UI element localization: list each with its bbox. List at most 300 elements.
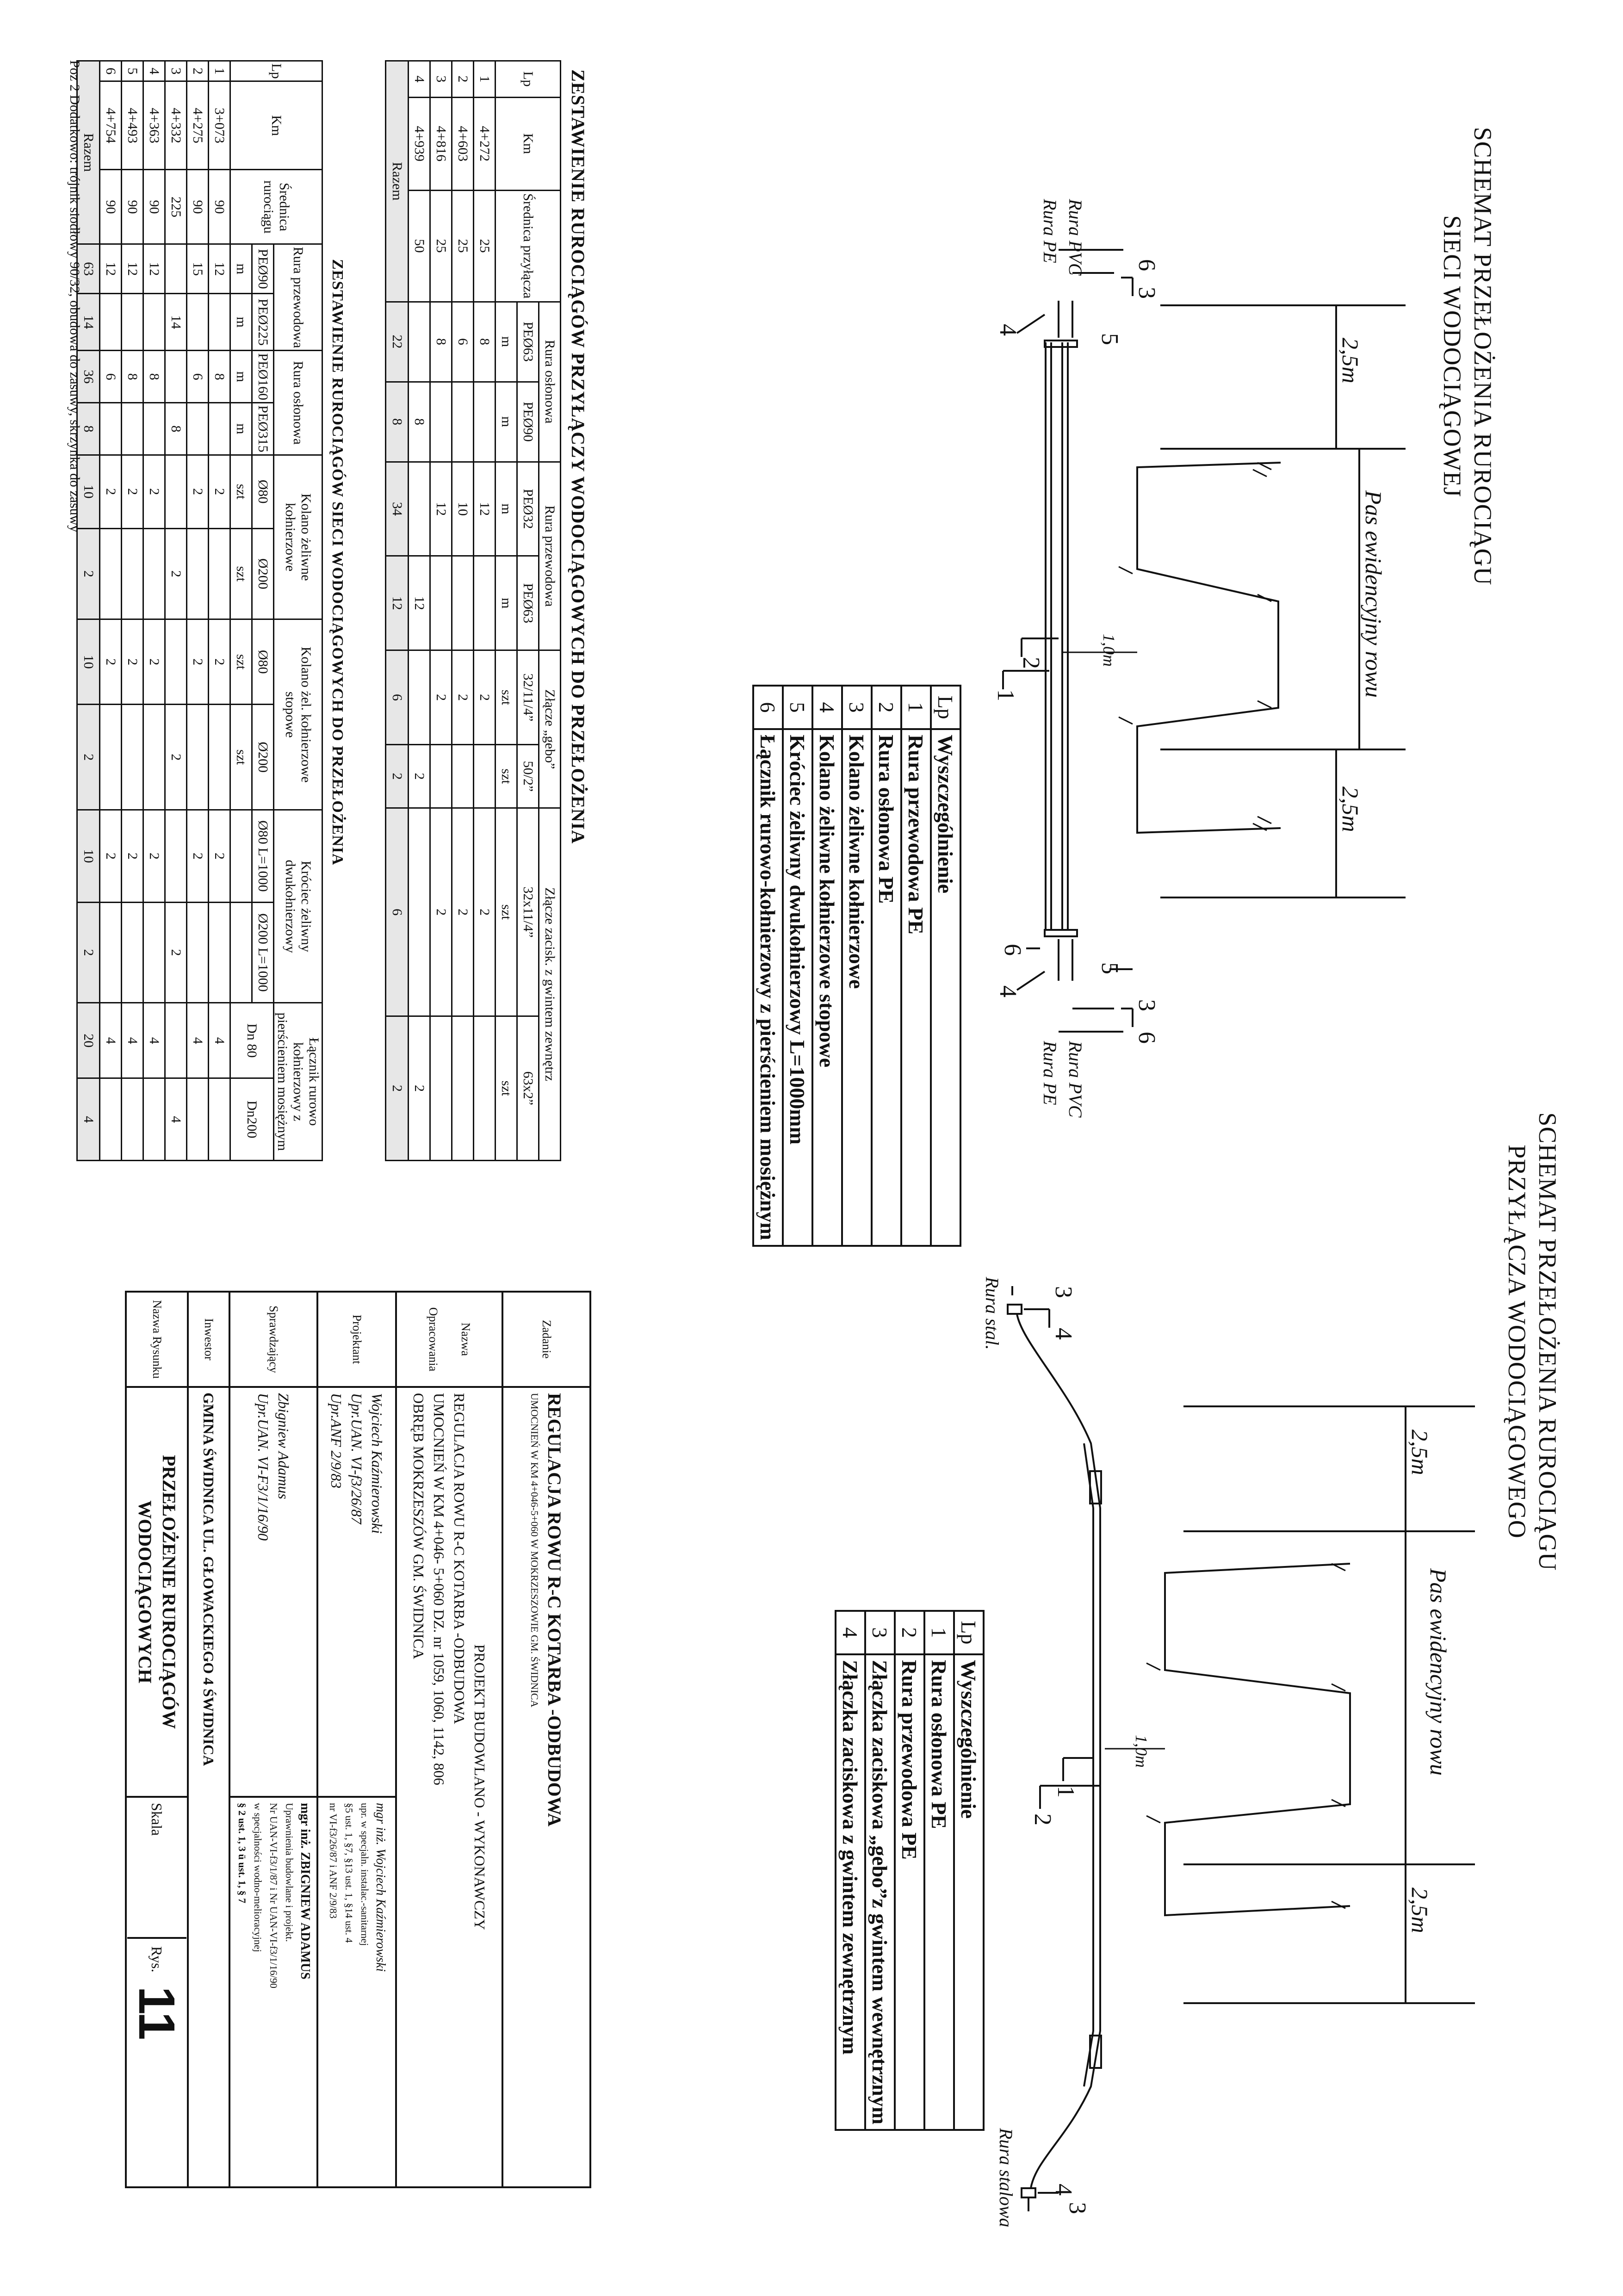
cell: 14	[77, 294, 100, 351]
cell: 2	[165, 705, 187, 810]
cell	[430, 382, 452, 462]
right-schema-drawing	[952, 1157, 1623, 2295]
cell: 4	[143, 1003, 165, 1078]
cell: 4+939	[409, 97, 430, 190]
cell: 2	[409, 744, 430, 808]
tb-opr-line: OBRĘB MOKRZESZÓW GM. ŚWIDNICA	[410, 1393, 427, 1659]
cell: 25	[474, 190, 496, 302]
unit: m	[230, 294, 252, 351]
table-row	[430, 61, 452, 1161]
stamp-line: mgr inż. ZBIGNIEW ADAMUS	[298, 1803, 312, 1980]
unit: m	[496, 302, 517, 382]
cell: 10	[77, 810, 100, 903]
unit: szt	[496, 744, 517, 808]
legend-head-desc: Wyszczególnienie	[954, 1654, 984, 2130]
tb-label-inwestor: Inwestor	[188, 1292, 229, 1387]
stamp-line: upr. w specjaln. instalac.-sanitarnej	[359, 1803, 371, 1946]
tb-projektant	[317, 1387, 396, 1797]
left-schema-drawing	[929, 0, 1623, 1157]
cell	[165, 244, 187, 294]
tb-label-rysunek: Nazwa Rysunku	[126, 1292, 188, 1387]
cell: 8	[209, 351, 230, 403]
cell	[452, 744, 474, 808]
tb-label-projektant: Projektant	[317, 1292, 396, 1387]
legend-lp: 4	[812, 686, 842, 729]
tb-skala-rys	[126, 1797, 188, 2187]
cell	[143, 294, 165, 351]
cell	[122, 902, 143, 1003]
table-row	[409, 61, 430, 1161]
table2-head-row1	[274, 61, 322, 1161]
unit: szt	[230, 528, 252, 619]
left-pipe-label-pe: Rura PE	[1040, 199, 1060, 263]
tb-proj-line: Wojciech Kaźmierowski	[369, 1393, 385, 1534]
cell: 4+603	[452, 97, 474, 190]
cell: 2	[77, 902, 100, 1003]
stamp-line: §5 ust. 1, §7, §13 ust. 1, §14 ust. 4	[343, 1803, 355, 1943]
table-row	[753, 686, 783, 1246]
right-callout-3: 3	[1050, 1286, 1077, 1298]
subcol: PEØ90	[517, 382, 539, 462]
table-row	[100, 61, 122, 1161]
legend-lp: 5	[783, 686, 812, 729]
legend-desc: Łącznik rurowo-kołnierzowy z pierścieniem mosiężnym	[753, 729, 783, 1246]
left-dim-right: 2,5m	[1338, 786, 1363, 832]
legend-head-lp: Lp	[931, 686, 960, 729]
cell	[474, 744, 496, 808]
cell	[452, 382, 474, 462]
left-callout-1: 1	[992, 689, 1019, 701]
cell: 4	[143, 61, 165, 81]
cell	[209, 528, 230, 619]
cell: 5	[122, 61, 143, 81]
cell	[187, 1078, 209, 1161]
cell: 2	[187, 619, 209, 705]
table2-title: ZESTAWIENIE RUROCIĄGÓW SIECI WODOCIĄGOWYCH DO PRZEŁOŻENIA	[329, 259, 346, 866]
cell: 10	[77, 619, 100, 705]
cell: 2	[122, 619, 143, 705]
table-row	[122, 61, 143, 1161]
unit	[230, 902, 252, 1003]
table-row	[872, 686, 901, 1246]
table-row	[924, 1611, 954, 2130]
right-legend-table	[835, 1610, 985, 2131]
cell	[209, 902, 230, 1003]
tb-inwestor: GMINA ŚWIDNICA UL. GŁOWACKIEGO 4 ŚWIDNICA	[188, 1387, 229, 2187]
right-pipe-label-right: Rura stalowa	[996, 2128, 1016, 2228]
left-dim-left: 2,5m	[1338, 338, 1363, 384]
cell: 2	[100, 619, 122, 705]
cell: 2	[77, 705, 100, 810]
tb-proj-line: Upr.ANF 2/9/83	[328, 1393, 345, 1489]
unit: m	[496, 382, 517, 462]
left-callout-3: 3	[1134, 287, 1160, 299]
cell: 4	[122, 1003, 143, 1078]
col-km: Km	[496, 97, 561, 190]
legend-lp: 6	[753, 686, 783, 729]
cell: 2	[209, 619, 230, 705]
tb-row-rysunek	[126, 1292, 188, 2187]
right-belt-label: Pas ewidencyjny rowu	[1425, 1568, 1451, 1776]
subcol: PEØ32	[517, 462, 539, 556]
unit: szt	[496, 808, 517, 1016]
table-row	[474, 61, 496, 1161]
cell: 2	[122, 455, 143, 528]
cell: 4+816	[430, 97, 452, 190]
cell	[143, 1078, 165, 1161]
cell	[122, 294, 143, 351]
cell	[430, 556, 452, 650]
tb-rys-label: Rys.	[149, 1946, 165, 1973]
stamp-line: nr VI-f3/26/87 i ANF 2/9/83	[328, 1803, 339, 1919]
subcol: 63x2”	[517, 1016, 539, 1160]
subcol: PEØ63	[517, 302, 539, 382]
cell: 2	[100, 810, 122, 903]
cell: 4+272	[474, 97, 496, 190]
left-belt-label: Pas ewidencyjny rowu	[1361, 490, 1387, 698]
cell	[100, 705, 122, 810]
col-srednica: Średnica rurociągu	[230, 170, 322, 244]
cell: 90	[143, 170, 165, 244]
unit: szt	[230, 619, 252, 705]
cell	[187, 705, 209, 810]
tb-label-sprawdzajacy: Sprawdzający	[229, 1292, 317, 1387]
cell: 4+363	[143, 81, 165, 170]
right-dim-right: 2,5m	[1407, 1888, 1433, 1933]
table1	[385, 60, 561, 1161]
cell	[187, 528, 209, 619]
cell	[165, 351, 187, 403]
subcol: Ø200	[252, 705, 274, 810]
stamp-line: Uprawnienia budowlane i projekt.	[284, 1803, 295, 1942]
cell: 2	[430, 808, 452, 1016]
table-row	[165, 61, 187, 1161]
cell: 8	[122, 351, 143, 403]
subcol: Dn 80	[230, 1003, 274, 1078]
cell: 2	[143, 619, 165, 705]
cell: 6	[452, 302, 474, 382]
subcol: Ø80 L=1000	[252, 810, 274, 903]
cell	[122, 705, 143, 810]
tb-label-opracowania: Opracowania	[427, 1307, 440, 1372]
cell: 2	[143, 810, 165, 903]
cell: 4	[100, 1003, 122, 1078]
cell: 8	[143, 351, 165, 403]
cell	[187, 403, 209, 455]
cell	[100, 403, 122, 455]
cell	[209, 705, 230, 810]
unit: m	[230, 351, 252, 403]
table2	[76, 60, 323, 1161]
stamp-line: § 2 ust. 1, 3 ü ust. 1, § 7	[236, 1803, 248, 1903]
cell: 4	[187, 1003, 209, 1078]
stamp-line: Nr UAN-VI-f3/1/87 i Nr UAN-VI-f3/1/16/90	[268, 1803, 279, 1988]
cell: 12	[474, 462, 496, 556]
tb-row-inwestor	[188, 1292, 229, 2187]
tb-nazwa: PROJEKT BUDOWLANO - WYKONAWCZY	[471, 1644, 488, 1930]
legend-lp: 3	[865, 1611, 895, 1654]
cell: 225	[165, 170, 187, 244]
cell	[409, 650, 430, 745]
cell: 2	[209, 810, 230, 903]
cell: 8	[474, 302, 496, 382]
tb-projektant-stamp	[317, 1797, 396, 2187]
subcol: Ø80	[252, 619, 274, 705]
cell: 1	[474, 61, 496, 98]
col-krociec: Króciec żeliwny dwukołnierzowy	[274, 810, 322, 1003]
tb-opr-line: REGULACJA ROWU R-C KOTARBA -ODBUDOWA	[451, 1393, 468, 1724]
legend-desc: Króciec żeliwny dwukołnierzowy L=1000mm	[783, 729, 812, 1246]
cell: 3	[165, 61, 187, 81]
col-oslonowa: Rura osłonowa	[539, 302, 561, 462]
cell	[100, 528, 122, 619]
subcol: 32/11/4”	[517, 650, 539, 745]
legend-lp: 4	[836, 1611, 865, 1654]
col-lacznik: Łącznik rurowo kołnierzowy z pierścieniem mosiężnym	[274, 1003, 322, 1161]
tb-row-sprawdzajacy	[229, 1292, 317, 2187]
tb-spr-line: Upr.UAN. VI-F3/1/16/90	[255, 1393, 272, 1541]
left-callout-6c: 6	[999, 944, 1026, 956]
cell: 36	[77, 351, 100, 403]
cell: 10	[452, 462, 474, 556]
cell: 2	[187, 455, 209, 528]
cell	[122, 528, 143, 619]
cell: 4+754	[100, 81, 122, 170]
subcol: PEØ315	[252, 403, 274, 455]
table-row	[452, 61, 474, 1161]
legend-desc: Rura osłonowa PE	[924, 1654, 954, 2130]
cell: 8	[386, 382, 409, 462]
cell: 12	[209, 244, 230, 294]
table-row	[836, 1611, 865, 2130]
cell: 6	[386, 650, 409, 745]
subcol: PEØ225	[252, 294, 274, 351]
table-row	[209, 61, 230, 1161]
col-kolano-stopowe: Kolano żel. kołnierzowe stopowe	[274, 619, 322, 810]
tb-sprawdzajacy	[229, 1387, 317, 1797]
legend-lp: 1	[901, 686, 931, 729]
cell	[143, 403, 165, 455]
left-callout-2: 2	[1018, 657, 1044, 669]
tb-zadanie-sub: UMOCNIEŃ W KM 4+046-5+060 W MOKRZESZOWIE GM. ŚWIDNICA	[529, 1393, 540, 1708]
cell	[209, 1078, 230, 1161]
cell: 2	[165, 902, 187, 1003]
cell: 15	[187, 244, 209, 294]
unit: m	[496, 556, 517, 650]
tb-row-projektant	[317, 1292, 396, 2187]
cell: 10	[77, 455, 100, 528]
cell	[143, 528, 165, 619]
cell: 2	[452, 808, 474, 1016]
cell	[409, 462, 430, 556]
cell	[209, 403, 230, 455]
cell: 3+073	[209, 81, 230, 170]
right-callout-1: 1	[1053, 1786, 1079, 1798]
left-callout-3b: 3	[1134, 999, 1160, 1011]
cell: 34	[386, 462, 409, 556]
left-callout-5b: 5	[1096, 962, 1123, 974]
subcol: 32x11/4”	[517, 808, 539, 1016]
cell: 22	[386, 302, 409, 382]
total-label: Razem	[386, 61, 409, 302]
cell	[100, 902, 122, 1003]
cell: 25	[430, 190, 452, 302]
cell: 63	[77, 244, 100, 294]
col-km: Km	[230, 81, 322, 170]
tb-label-nazwa: Nazwa	[459, 1322, 472, 1356]
tb-rysunek	[126, 1387, 188, 1797]
cell	[165, 619, 187, 705]
stamp-line: w specjalności wodno-melioracyjnej	[252, 1803, 264, 1952]
cell: 2	[386, 1016, 409, 1160]
unit: m	[230, 244, 252, 294]
left-callout-4: 4	[995, 324, 1021, 336]
col-zacisk: Złącze zacisk. z gwintem zewnętrz	[539, 808, 561, 1161]
col-oslonowa: Rura osłonowa	[274, 351, 322, 455]
tb-opracowanie	[396, 1387, 502, 2187]
unit: szt	[496, 1016, 517, 1160]
col-lp: Lp	[230, 61, 322, 81]
col-gebo: Złącze „gebo”	[539, 650, 561, 808]
cell: 3	[430, 61, 452, 98]
tb-row-zadanie	[502, 1292, 590, 2187]
table-row	[812, 686, 842, 1246]
tb-zadanie	[502, 1387, 590, 2187]
subcol: PEØ63	[517, 556, 539, 650]
cell	[452, 1016, 474, 1160]
cell: 6	[187, 351, 209, 403]
right-title-line2: PRZYŁĄCZA WODOCIĄGOWEGO	[1503, 1145, 1531, 1539]
legend-head-desc: Wyszczególnienie	[931, 729, 960, 1246]
cell: 2	[165, 528, 187, 619]
cell: 2	[77, 528, 100, 619]
right-callout-2: 2	[1029, 1813, 1056, 1826]
subcol: Dn200	[230, 1078, 274, 1161]
subcol: PEØ90	[252, 244, 274, 294]
table-row	[187, 61, 209, 1161]
table-row	[901, 686, 931, 1246]
cell: 8	[165, 403, 187, 455]
cell	[165, 1003, 187, 1078]
tb-spr-line: Zbigniew Adamus	[275, 1393, 292, 1499]
subcol: Ø200	[252, 528, 274, 619]
cell: 90	[122, 170, 143, 244]
cell: 4	[209, 1003, 230, 1078]
unit	[230, 810, 252, 903]
cell	[452, 556, 474, 650]
table1-total-row	[386, 61, 409, 1161]
legend-desc: Rura osłonowa PE	[872, 729, 901, 1246]
cell: 14	[165, 294, 187, 351]
left-title-line1: SCHEMAT PRZEŁOŻENIA RUROCIĄGU	[1469, 127, 1497, 586]
cell: 12	[430, 462, 452, 556]
cell: 4	[77, 1078, 100, 1161]
right-pipe-label-left: Rura stal.	[982, 1277, 1003, 1350]
cell: 2	[143, 455, 165, 528]
cell	[165, 810, 187, 903]
table-row	[143, 61, 165, 1161]
tb-sprawdzajacy-stamp	[229, 1797, 317, 2187]
cell	[122, 1078, 143, 1161]
right-callout-4b: 4	[1050, 2184, 1077, 2196]
left-depth-label: 1,0m	[1100, 634, 1118, 667]
cell	[100, 294, 122, 351]
cell: 2	[386, 744, 409, 808]
right-callout-4: 4	[1050, 1328, 1077, 1340]
cell: 12	[122, 244, 143, 294]
cell: 4+493	[122, 81, 143, 170]
cell: 6	[100, 351, 122, 403]
cell	[409, 302, 430, 382]
left-callout-5: 5	[1096, 333, 1123, 345]
cell: 4	[409, 61, 430, 98]
left-pipe-label-pe-right: Rura PE	[1040, 1041, 1060, 1105]
cell: 8	[77, 403, 100, 455]
col-lp: Lp	[496, 61, 561, 98]
cell	[474, 1016, 496, 1160]
right-depth-label: 1,0m	[1132, 1735, 1151, 1768]
cell: 50	[409, 190, 430, 302]
cell	[143, 705, 165, 810]
total-label: Razem	[77, 61, 100, 244]
col-srednica: Średnica przyłącza	[496, 190, 561, 302]
cell	[474, 556, 496, 650]
cell: 90	[100, 170, 122, 244]
legend-desc: Rura przewodowa PE	[895, 1654, 924, 2130]
legend-desc: Złączka zaciskowa z gwintem zewnętrznym	[836, 1654, 865, 2130]
cell: 8	[430, 302, 452, 382]
cell: 2	[409, 1016, 430, 1160]
cell: 2	[452, 61, 474, 98]
left-callout-6: 6	[1134, 259, 1160, 271]
left-callout-4b: 4	[995, 985, 1021, 997]
cell: 4+332	[165, 81, 187, 170]
right-legend-header	[954, 1611, 984, 2130]
cell: 2	[474, 808, 496, 1016]
cell	[187, 294, 209, 351]
table1-title: ZESTAWIENIE RUROCIĄGÓW PRZYŁĄCZY WODOCIĄGOWYCH DO PRZEŁOŻENIA	[568, 69, 588, 844]
cell	[409, 808, 430, 1016]
cell	[165, 455, 187, 528]
cell: 12	[409, 556, 430, 650]
tb-label-nazwa-op	[396, 1292, 502, 1387]
tb-opr-line: UMOCNIEŃ W KM 4+046- 5+060 DZ. nr 1059, 1060, 1142, 806	[431, 1393, 447, 1785]
cell	[187, 902, 209, 1003]
subcol: PEØ160	[252, 351, 274, 403]
left-pipe-label-pvc: Rura PVC	[1065, 199, 1086, 276]
legend-desc: Złączka zaciskowa „gebo”z gwintem wewnętrznym	[865, 1654, 895, 2130]
cell	[430, 744, 452, 808]
cell: 2	[209, 455, 230, 528]
legend-head-lp: Lp	[954, 1611, 984, 1654]
cell: 1	[209, 61, 230, 81]
cell	[143, 902, 165, 1003]
unit: szt	[230, 705, 252, 810]
cell: 2	[187, 61, 209, 81]
legend-desc: Kolano żeliwne kołnierzowe	[842, 729, 872, 1246]
cell: 12	[143, 244, 165, 294]
col-przewodowa: Rura przewodowa	[274, 244, 322, 351]
legend-desc: Rura przewodowa PE	[901, 729, 931, 1246]
legend-lp: 3	[842, 686, 872, 729]
right-callout-3b: 3	[1064, 2202, 1090, 2214]
tb-rys-number: 11	[128, 1986, 186, 2040]
title-block	[125, 1291, 591, 2188]
legend-lp: 2	[872, 686, 901, 729]
table-row	[842, 686, 872, 1246]
cell: 2	[452, 650, 474, 745]
left-title-line2: SIECI WODOCIĄGOWEJ	[1438, 215, 1466, 497]
